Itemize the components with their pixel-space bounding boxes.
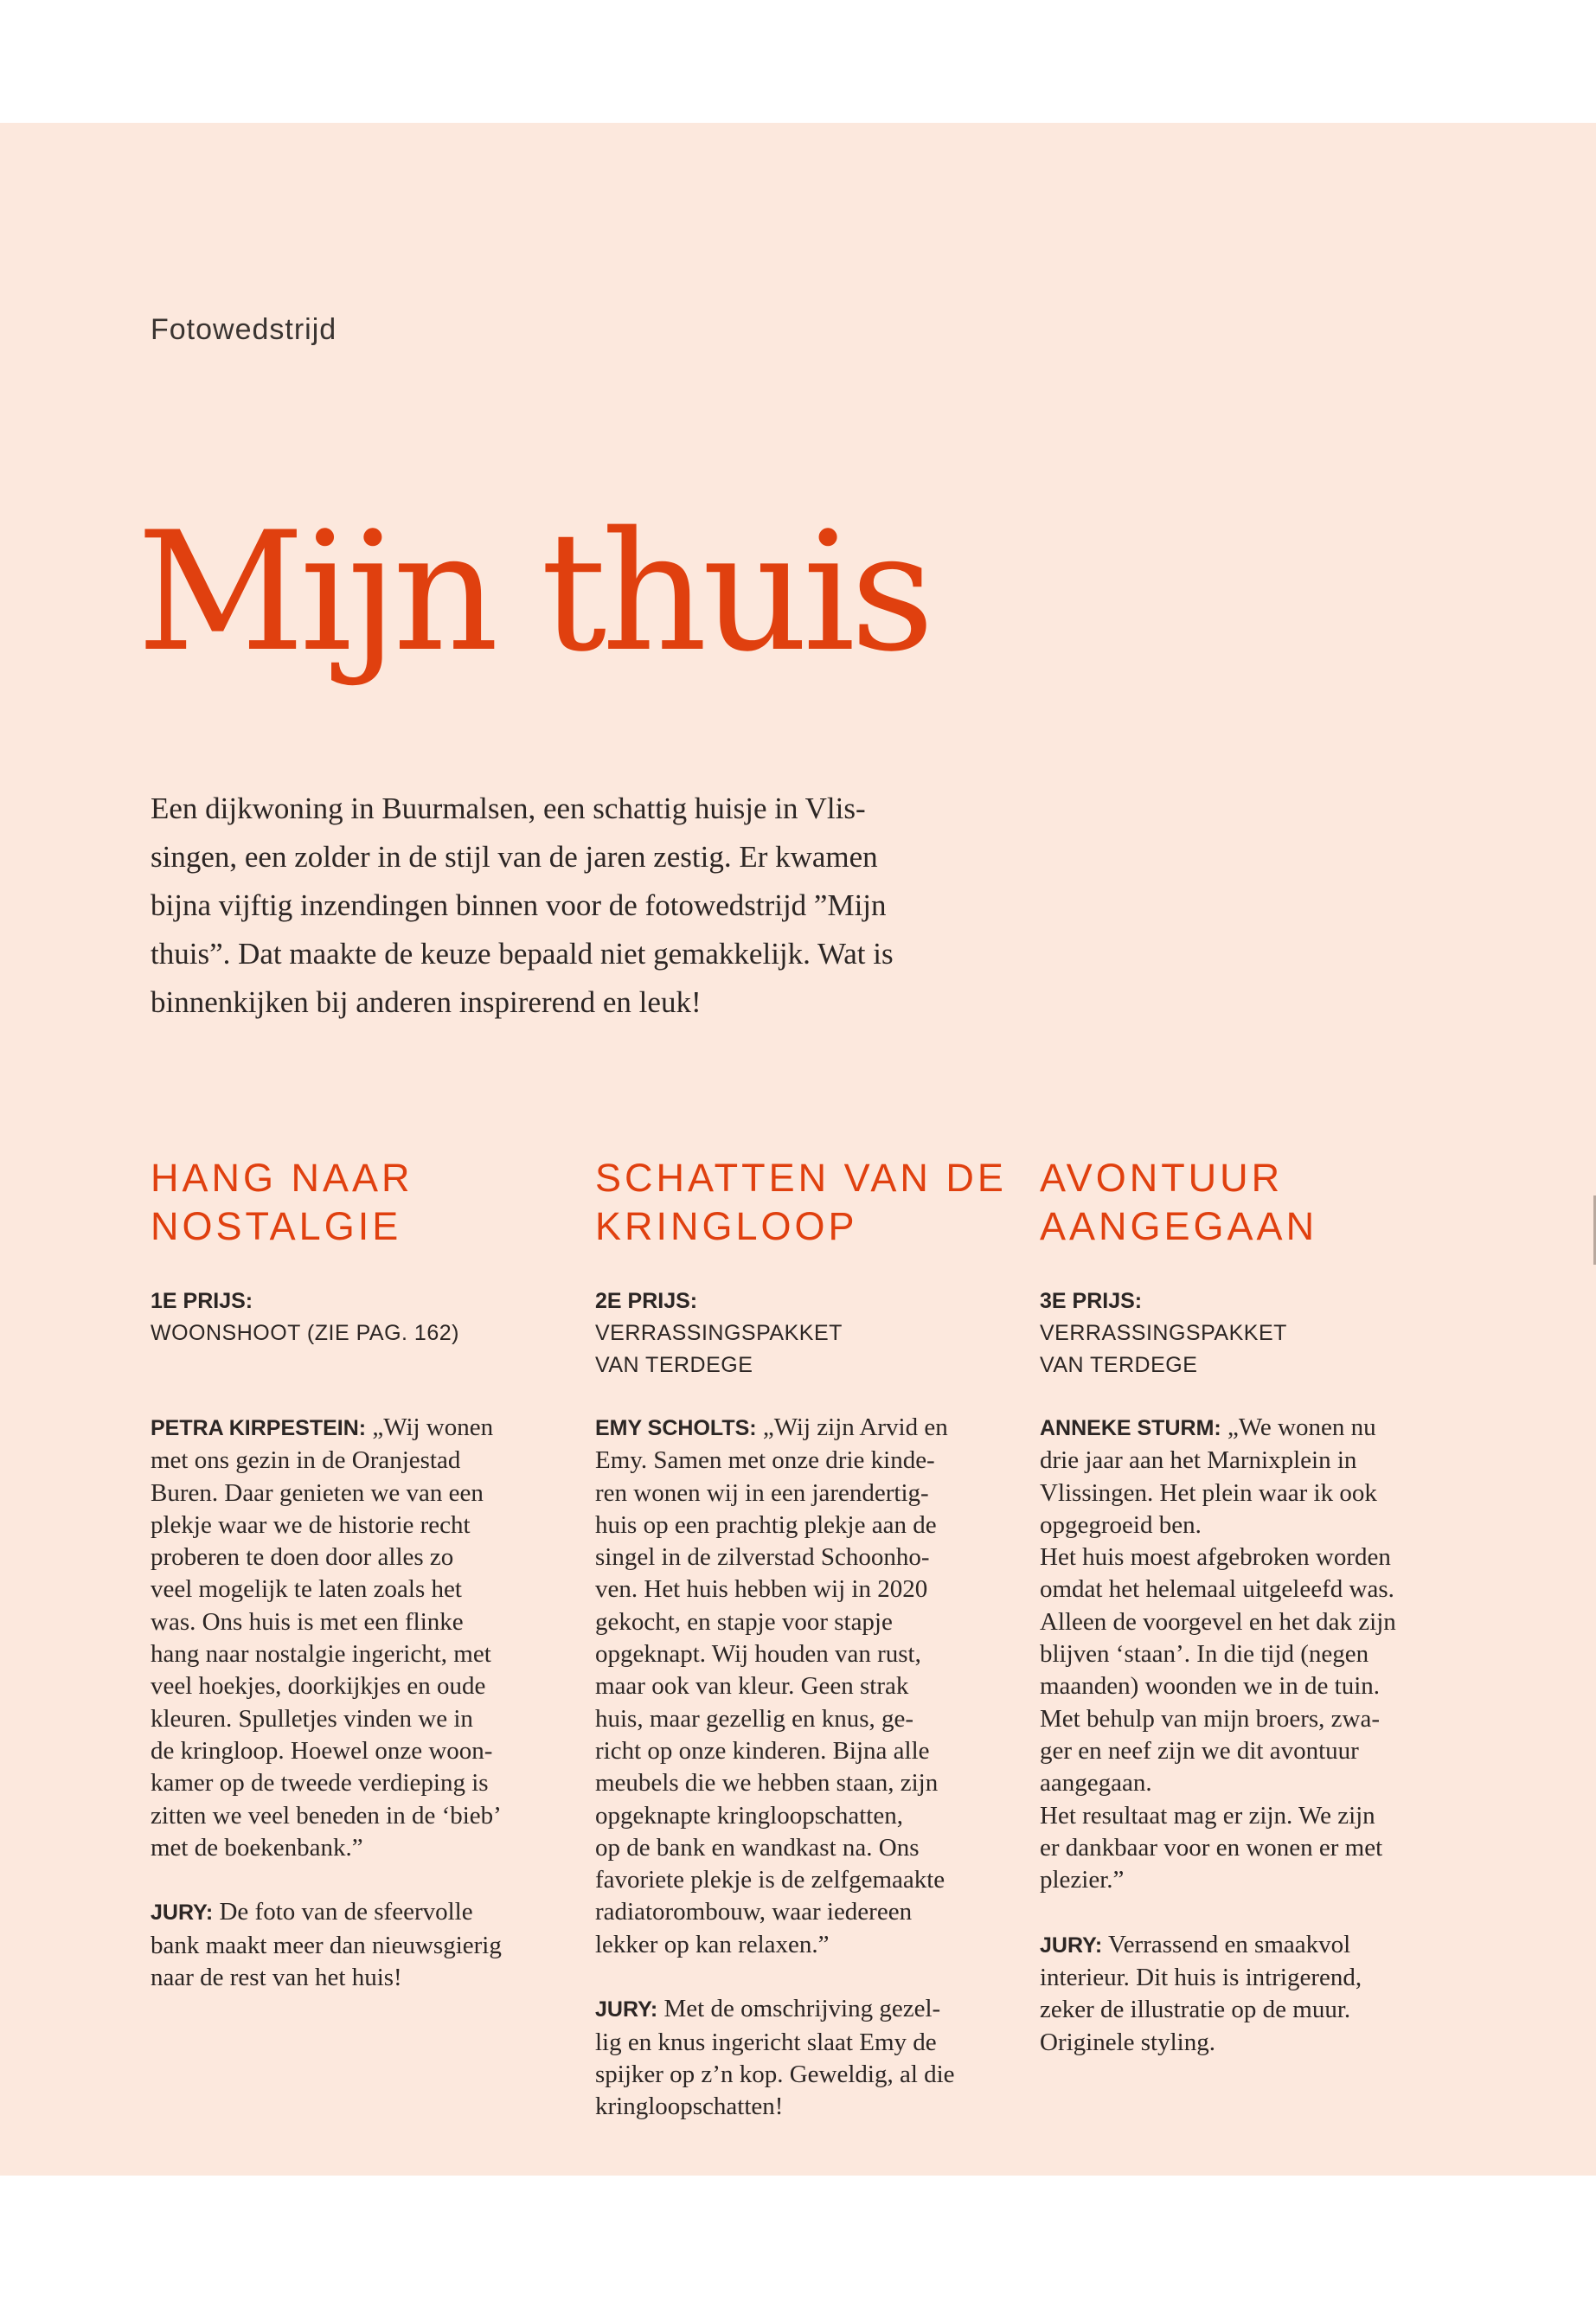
- intro-line: thuis”. Dat maakte de keuze bepaald niet gemakkelijk. Wat is: [151, 937, 894, 971]
- entry-title-line: KRINGLOOP: [595, 1204, 858, 1248]
- entrant-name: EMY SCHOLTS:: [595, 1416, 757, 1440]
- intro-line: Een dijkwoning in Buurmalsen, een schattig huisje in Vlis-: [151, 792, 866, 825]
- story-line: huis op een prachtig plekje aan de: [595, 1510, 937, 1539]
- story-line: Alleen de voorgevel en het dak zijn: [1040, 1607, 1396, 1636]
- jury-line: [1040, 1929, 1396, 1962]
- entry-story: [151, 1412, 502, 1994]
- jury-line: zeker de illustratie op de muur.: [1040, 1996, 1351, 2024]
- story-line: lekker op kan relaxen.”: [595, 1930, 830, 1958]
- story-line: singel in de zilverstad Schoonho-: [595, 1543, 930, 1572]
- jury-text: De foto van de sfeervolle: [213, 1898, 473, 1926]
- jury-label: JURY:: [151, 1900, 214, 1926]
- story-line: hang naar nostalgie ingericht, met: [151, 1640, 491, 1669]
- prize-description: VERRASSINGSPAKKET: [595, 1321, 843, 1345]
- story-text: „Wij wonen: [366, 1413, 494, 1441]
- story-line: opgegroeid ben.: [1040, 1510, 1202, 1539]
- story-line: kamer op de tweede verdieping is: [151, 1769, 489, 1798]
- story-line: opgeknapte kringloopschatten,: [595, 1801, 903, 1830]
- prize-description: VERRASSINGSPAKKET: [1040, 1321, 1287, 1345]
- entry-title: [595, 1154, 1028, 1251]
- story-line: kleuren. Spulletjes vinden we in: [151, 1704, 473, 1733]
- jury-line: lig en knus ingericht slaat Emy de: [595, 2028, 937, 2056]
- prize-info: [151, 1285, 459, 1349]
- story-line: meubels die we hebben staan, zijn: [595, 1769, 939, 1798]
- jury-line: [595, 1993, 955, 2026]
- jury-line: interieur. Dit huis is intrigerend,: [1040, 1964, 1362, 1992]
- entry-title-line: AVONTUUR: [1040, 1156, 1284, 1200]
- story-line: favoriete plekje is de zelfgemaakte: [595, 1866, 945, 1894]
- story-line: [151, 1412, 502, 1445]
- story-line: proberen te doen door alles zo: [151, 1543, 454, 1572]
- story-line: [1040, 1412, 1396, 1445]
- story-line: ven. Het huis hebben wij in 2020: [595, 1575, 928, 1604]
- story-line: plekje waar we de historie recht: [151, 1510, 471, 1539]
- story-line: blijven ‘staan’. In die tijd (negen: [1040, 1640, 1369, 1669]
- story-line: drie jaar aan het Marnixplein in: [1040, 1446, 1357, 1475]
- story-line: Met behulp van mijn broers, zwa-: [1040, 1704, 1381, 1733]
- story-line: huis, maar gezellig en knus, ge-: [595, 1704, 914, 1733]
- jury-line: spijker op z’n kop. Geweldig, al die: [595, 2060, 955, 2088]
- intro-line: singen, een zolder in de stijl van de jaren zestig. Er kwamen: [151, 840, 878, 874]
- story-line: met de boekenbank.”: [151, 1833, 363, 1862]
- entry-column-third-prize: [1040, 1154, 1472, 2056]
- entry-story: [595, 1412, 955, 2124]
- prize-label: 1E PRIJS:: [151, 1289, 253, 1313]
- jury-label: JURY:: [1040, 1932, 1103, 1958]
- magazine-page: [0, 123, 1596, 2176]
- story-line: veel hoekjes, doorkijkjes en oude: [151, 1672, 486, 1701]
- jury-label: JURY:: [595, 1997, 658, 2022]
- entry-title: [151, 1154, 583, 1251]
- story-line: radiatorombouw, waar iedereen: [595, 1898, 913, 1926]
- entrant-name: PETRA KIRPESTEIN:: [151, 1416, 367, 1440]
- prize-info: [595, 1285, 843, 1381]
- paragraph-gap: [1040, 1896, 1396, 1928]
- story-line: maanden) woonden we in de tuin.: [1040, 1672, 1381, 1701]
- story-line: richt op onze kinderen. Bijna alle: [595, 1736, 930, 1765]
- intro-line: bijna vijftig inzendingen binnen voor de fotowedstrijd ”Mijn: [151, 888, 887, 922]
- story-line: aangegaan.: [1040, 1769, 1152, 1798]
- entry-title-line: AANGEGAAN: [1040, 1204, 1318, 1248]
- story-line: omdat het helemaal uitgeleefd was.: [1040, 1575, 1394, 1604]
- jury-line: bank maakt meer dan nieuwsgierig: [151, 1931, 502, 1959]
- jury-line: kringloopschatten!: [595, 2093, 784, 2121]
- entry-column-second-prize: [595, 1154, 1028, 2121]
- story-line: Het huis moest afgebroken worden: [1040, 1543, 1391, 1572]
- story-line: veel mogelijk te laten zoals het: [151, 1575, 462, 1604]
- section-label: Fotowedstrijd: [151, 313, 337, 346]
- entry-story: [1040, 1412, 1396, 2059]
- story-line: plezier.”: [1040, 1866, 1125, 1894]
- story-line: Het resultaat mag er zijn. We zijn: [1040, 1801, 1375, 1830]
- prize-description: WOONSHOOT (ZIE PAG. 162): [151, 1321, 459, 1345]
- jury-line: [151, 1896, 502, 1929]
- entrant-name: ANNEKE STURM:: [1040, 1416, 1221, 1440]
- story-line: zitten we veel beneden in de ‘bieb’: [151, 1801, 502, 1830]
- entry-title-line: SCHATTEN VAN DE: [595, 1156, 1007, 1200]
- story-text: „We wonen nu: [1221, 1413, 1376, 1441]
- prize-label: 2E PRIJS:: [595, 1289, 698, 1313]
- story-line: Buren. Daar genieten we van een: [151, 1478, 484, 1507]
- story-line: opgeknapt. Wij houden van rust,: [595, 1640, 921, 1669]
- story-line: de kringloop. Hoewel onze woon-: [151, 1736, 493, 1765]
- story-line: gekocht, en stapje voor stapje: [595, 1607, 893, 1636]
- story-line: was. Ons huis is met een flinke: [151, 1607, 464, 1636]
- story-line: ren wonen wij in een jarendertig-: [595, 1478, 929, 1507]
- prize-description: VAN TERDEGE: [1040, 1353, 1198, 1377]
- paragraph-gap: [595, 1961, 955, 1993]
- story-line: met ons gezin in de Oranjestad: [151, 1446, 461, 1475]
- entry-column-first-prize: [151, 1154, 583, 1992]
- jury-line: naar de rest van het huis!: [151, 1964, 402, 1992]
- prize-info: [1040, 1285, 1287, 1381]
- prize-description: VAN TERDEGE: [595, 1353, 753, 1377]
- story-line: maar ook van kleur. Geen strak: [595, 1672, 909, 1701]
- jury-text: Verrassend en smaakvol: [1102, 1930, 1351, 1958]
- story-line: Vlissingen. Het plein waar ik ook: [1040, 1478, 1377, 1507]
- page-title: Mijn thuis: [137, 497, 930, 688]
- story-line: er dankbaar voor en wonen er met: [1040, 1833, 1383, 1862]
- entry-title-line: NOSTALGIE: [151, 1204, 402, 1248]
- story-line: ger en neef zijn we dit avontuur: [1040, 1736, 1359, 1765]
- entry-title-line: HANG NAAR: [151, 1156, 413, 1200]
- intro-paragraph: [151, 785, 1007, 1027]
- story-line: [595, 1412, 955, 1445]
- entry-title: [1040, 1154, 1472, 1251]
- paragraph-gap: [151, 1864, 502, 1896]
- story-text: „Wij zijn Arvid en: [756, 1413, 948, 1441]
- story-line: op de bank en wandkast na. Ons: [595, 1833, 920, 1862]
- jury-line: Originele styling.: [1040, 2028, 1215, 2056]
- intro-line: binnenkijken bij anderen inspirerend en leuk!: [151, 985, 702, 1019]
- jury-text: Met de omschrijving gezel-: [657, 1995, 941, 2023]
- prize-label: 3E PRIJS:: [1040, 1289, 1143, 1313]
- story-line: Emy. Samen met onze drie kinde-: [595, 1446, 935, 1475]
